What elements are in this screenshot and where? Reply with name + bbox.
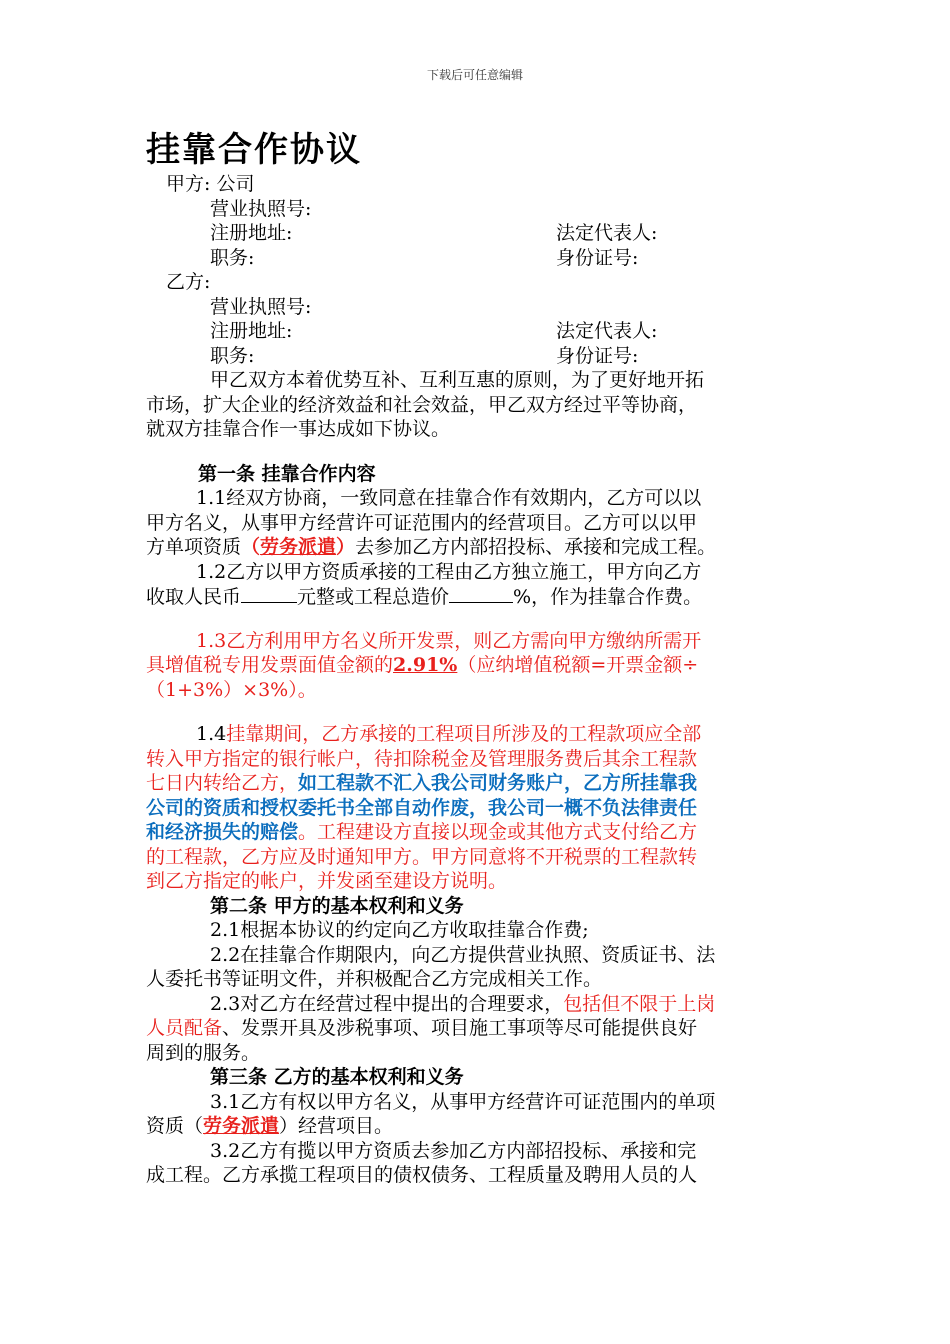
clause-2-3-line-3: 周到的服务。 [146, 1041, 261, 1064]
party-b-position-row [146, 344, 806, 369]
clause-1-4-text: 挂靠期间，乙方承接的工程项目所涉及的工程款项应全部 [226, 723, 702, 745]
party-a-label: 甲方: 公司 [166, 173, 255, 195]
clause-1-2-line-2 [146, 584, 806, 609]
clause-1-1-line-3 [146, 535, 806, 560]
clause-1-3-text-a: 具增值税专用发票面值金额的 [146, 654, 394, 676]
party-b-rep: 法定代表人: [556, 320, 658, 342]
party-b-label: 乙方: [166, 271, 211, 293]
fee-amount-blank [241, 584, 297, 603]
clause-3-1-line-2 [146, 1114, 806, 1139]
clause-1-4-line-6: 的工程款，乙方应及时通知甲方。甲方同意将不开税票的工程款转 [146, 845, 698, 868]
intro-line-3: 就双方挂靠合作一事达成如下协议。 [146, 418, 451, 440]
clause-1-1-paren-close: ） [336, 536, 356, 558]
clause-1-4-number: 1.4 [196, 723, 227, 745]
clause-2-3-line-2 [146, 1016, 806, 1041]
clause-1-3-rate: 2.91% [393, 654, 458, 676]
clause-1-1-text-a: 方单项资质 [146, 536, 242, 558]
clause-1-2-text-c: %，作为挂靠合作费。 [513, 586, 703, 608]
clause-1-3-line-1: 1.3乙方利用甲方名义所开发票，则乙方需向甲方缴纳所需开 [196, 629, 702, 652]
clause-3-1-text-c: ）经营项目。 [279, 1115, 394, 1137]
clause-2-2-line-1: 2.2在挂靠合作期限内，向乙方提供营业执照、资质证书、法 [210, 943, 716, 966]
clause-3-2-line-2: 成工程。乙方承揽工程项目的债权债务、工程质量及聘用人员的人 [146, 1164, 698, 1186]
clause-1-4-line-3 [146, 771, 806, 796]
clause-1-3-line-2 [146, 653, 806, 678]
clause-2-3-text-b: 包括但不限于上岗 [563, 992, 716, 1015]
clause-1-4-text-a: 七日内转给乙方， [146, 772, 299, 794]
clause-2-2-line-2: 人委托书等证明文件，并积极配合乙方完成相关工作。 [146, 968, 603, 990]
intro-line-2: 市场，扩大企业的经济效益和社会效益，甲乙双方经过平等协商， [146, 393, 698, 416]
clause-1-1-qualification: 劳务派遣 [260, 536, 337, 558]
clause-3-1-line-1: 3.1乙方有权以甲方名义，从事甲方经营许可证范围内的单项 [210, 1090, 716, 1113]
clause-1-4-line-4: 公司的资质和授权委托书全部自动作废，我公司一概不负法律责任 [146, 796, 698, 819]
clause-1-4-text-b: 。工程建设方直接以现金或其他方式支付给乙方 [298, 821, 698, 843]
party-a-address: 注册地址: [210, 222, 293, 244]
document-body [146, 172, 806, 1188]
party-b-address-row [146, 319, 806, 344]
clause-2-3-text-c: 人员配备 [146, 1017, 223, 1039]
party-b-license: 营业执照号: [210, 295, 312, 318]
article-3-heading: 第三条 乙方的基本权利和义务 [210, 1066, 464, 1088]
clause-1-4-line-5 [146, 820, 806, 845]
clause-1-1-line-2: 甲方名义，从事甲方经营许可证范围内的经营项目。乙方可以以甲 [146, 511, 698, 534]
clause-3-1-qualification: 劳务派遣 [203, 1115, 280, 1137]
article-1-heading: 第一条 挂靠合作内容 [198, 462, 376, 485]
clause-1-2-line-1: 1.2乙方以甲方资质承接的工程由乙方独立施工，甲方向乙方 [196, 560, 702, 583]
party-a-rep: 法定代表人: [556, 222, 658, 244]
party-b-id: 身份证号: [556, 344, 639, 367]
document-title: 挂靠合作协议 [146, 130, 362, 170]
clause-1-1-paren-open: （ [241, 536, 261, 558]
clause-1-4-line-2: 转入甲方指定的银行帐户，待扣除税金及管理服务费后其余工程款 [146, 747, 698, 770]
party-b-position: 职务: [210, 344, 255, 367]
page-header: 下载后可任意编辑 [426, 68, 523, 82]
party-a-position: 职务: [210, 246, 255, 269]
clause-2-1: 2.1根据本协议的约定向乙方收取挂靠合作费; [210, 919, 589, 941]
clause-1-3-line-3: （1+3%）×3%）。 [146, 678, 317, 701]
party-a-address-row [146, 221, 806, 246]
clause-1-4-line-1 [146, 722, 806, 747]
clause-2-3-text-a: 2.3对乙方在经营过程中提出的合理要求， [210, 992, 564, 1015]
fee-percent-blank [449, 584, 513, 603]
clause-1-1-line-1: 1.1经双方协商，一致同意在挂靠合作有效期内，乙方可以以 [196, 487, 702, 509]
party-a-license: 营业执照号: [210, 197, 312, 220]
clause-1-4-warning-b: 和经济损失的赔偿 [146, 821, 299, 843]
clause-2-3-text-d: 、发票开具及涉税事项、项目施工事项等尽可能提供良好 [222, 1017, 698, 1039]
clause-3-2-line-1: 3.2乙方有揽以甲方资质去参加乙方内部招投标、承接和完 [210, 1139, 697, 1162]
party-a-id: 身份证号: [556, 246, 639, 269]
clause-3-1-text-a: 资质（ [146, 1115, 204, 1137]
clause-1-4-warning-a: 如工程款不汇入我公司财务账户，乙方所挂靠我 [298, 772, 698, 794]
intro-line-1: 甲乙双方本着优势互补、互利互惠的原则，为了更好地开拓 [210, 369, 705, 391]
clause-1-3-text-c: （应纳增值税额=开票金额÷ [457, 654, 699, 676]
party-a-position-row [146, 246, 806, 271]
clause-1-2-text-a: 收取人民币 [146, 586, 242, 608]
clause-1-1-text-e: 去参加乙方内部招投标、承接和完成工程。 [355, 536, 717, 558]
clause-1-4-line-7: 到乙方指定的帐户，并发函至建设方说明。 [146, 870, 508, 892]
article-2-heading: 第二条 甲方的基本权利和义务 [210, 894, 464, 917]
party-b-address: 注册地址: [210, 320, 293, 342]
clause-1-2-text-b: 元整或工程总造价 [297, 586, 450, 608]
clause-2-3-line-1 [146, 992, 806, 1017]
